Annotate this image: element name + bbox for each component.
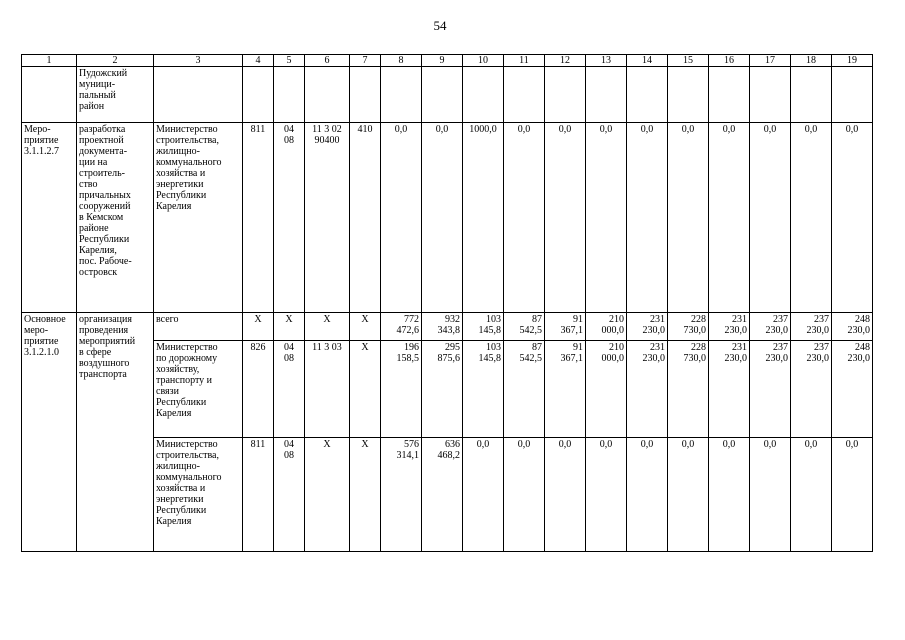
value-cell: 103 145,8 <box>463 341 504 438</box>
cell-empty <box>668 67 709 123</box>
cell-empty <box>545 67 586 123</box>
measure-description: организация проведения мероприятий в сфере воздушного транспорта <box>77 313 154 552</box>
district-name: Пудожский муници- пальный район <box>77 67 154 123</box>
target-code: X <box>305 438 350 552</box>
target-code: 11 3 02 90400 <box>305 123 350 313</box>
measure-code: Основное меро- приятие 3.1.2.1.0 <box>22 313 77 552</box>
cell-empty <box>422 67 463 123</box>
value-cell: 196 158,5 <box>381 341 422 438</box>
cell-empty <box>305 67 350 123</box>
header-cell: 8 <box>381 55 422 67</box>
table-row-measure-3-1-1-2-7 <box>22 123 873 313</box>
value-cell: 0,0 <box>832 438 873 552</box>
value-cell: 576 314,1 <box>381 438 422 552</box>
expense-type: X <box>350 313 381 341</box>
cell-empty <box>463 67 504 123</box>
section-code: 04 08 <box>274 341 305 438</box>
header-cell: 9 <box>422 55 463 67</box>
value-cell: 0,0 <box>750 123 791 313</box>
target-code: X <box>305 313 350 341</box>
value-cell: 103 145,8 <box>463 313 504 341</box>
target-code: 11 3 03 <box>305 341 350 438</box>
value-cell: 0,0 <box>627 123 668 313</box>
value-cell: 248 230,0 <box>832 313 873 341</box>
value-cell: 248 230,0 <box>832 341 873 438</box>
cell-empty <box>750 67 791 123</box>
value-cell: 295 875,6 <box>422 341 463 438</box>
grbs-code: 811 <box>243 123 274 313</box>
measure-description: разработка проектной документа- ции на строитель- ство причальных сооружений в Кемском районе Республики Карелия, пос. Рабоче- островск <box>77 123 154 313</box>
cell-empty <box>627 67 668 123</box>
header-cell: 15 <box>668 55 709 67</box>
cell-empty <box>243 67 274 123</box>
header-cell: 18 <box>791 55 832 67</box>
header-cell: 7 <box>350 55 381 67</box>
value-cell: 237 230,0 <box>750 341 791 438</box>
expense-type: X <box>350 341 381 438</box>
cell-empty <box>504 67 545 123</box>
header-cell: 16 <box>709 55 750 67</box>
header-cell: 10 <box>463 55 504 67</box>
value-cell: 0,0 <box>709 123 750 313</box>
value-cell: 0,0 <box>463 438 504 552</box>
header-cell: 13 <box>586 55 627 67</box>
value-cell: 87 542,5 <box>504 341 545 438</box>
value-cell: 0,0 <box>545 438 586 552</box>
cell-empty <box>586 67 627 123</box>
value-cell: 231 230,0 <box>709 341 750 438</box>
value-cell: 0,0 <box>586 123 627 313</box>
grbs-code: 811 <box>243 438 274 552</box>
grbs-code: 826 <box>243 341 274 438</box>
header-cell: 14 <box>627 55 668 67</box>
value-cell: 0,0 <box>750 438 791 552</box>
value-cell: 228 730,0 <box>668 313 709 341</box>
value-cell: 0,0 <box>586 438 627 552</box>
measure-code: Меро- приятие 3.1.1.2.7 <box>22 123 77 313</box>
cell-empty <box>381 67 422 123</box>
value-cell: 636 468,2 <box>422 438 463 552</box>
value-cell: 228 730,0 <box>668 341 709 438</box>
value-cell: 0,0 <box>668 438 709 552</box>
value-cell: 237 230,0 <box>791 341 832 438</box>
value-cell: 231 230,0 <box>709 313 750 341</box>
value-cell: 91 367,1 <box>545 313 586 341</box>
value-cell: 87 542,5 <box>504 313 545 341</box>
section-code: X <box>274 313 305 341</box>
grbs-code: X <box>243 313 274 341</box>
cell-empty <box>274 67 305 123</box>
executor: Министерство строительства, жилищно- коммунального хозяйства и энергетики Республики Карелия <box>154 438 243 552</box>
section-code: 04 08 <box>274 123 305 313</box>
value-cell: 0,0 <box>627 438 668 552</box>
value-cell: 0,0 <box>422 123 463 313</box>
value-cell: 237 230,0 <box>750 313 791 341</box>
value-cell: 0,0 <box>791 438 832 552</box>
executor: Министерство по дорожному хозяйству, транспорту и связи Республики Карелия <box>154 341 243 438</box>
table-row-pudozh <box>22 67 873 123</box>
value-cell: 237 230,0 <box>791 313 832 341</box>
value-cell: 1000,0 <box>463 123 504 313</box>
value-cell: 932 343,8 <box>422 313 463 341</box>
value-cell: 0,0 <box>668 123 709 313</box>
header-cell: 3 <box>154 55 243 67</box>
value-cell: 210 000,0 <box>586 341 627 438</box>
value-cell: 0,0 <box>791 123 832 313</box>
expense-type: 410 <box>350 123 381 313</box>
header-cell: 4 <box>243 55 274 67</box>
header-cell: 5 <box>274 55 305 67</box>
executor: Министерство строительства, жилищно- коммунального хозяйства и энергетики Республики Карелия <box>154 123 243 313</box>
table-row-measure-3-1-2-1-0-total <box>22 313 873 341</box>
header-cell: 11 <box>504 55 545 67</box>
value-cell: 0,0 <box>381 123 422 313</box>
value-cell: 231 230,0 <box>627 341 668 438</box>
page-number: 54 <box>433 18 447 33</box>
section-code: 04 08 <box>274 438 305 552</box>
value-cell: 210 000,0 <box>586 313 627 341</box>
cell-empty <box>22 67 77 123</box>
value-cell: 0,0 <box>545 123 586 313</box>
value-cell: 0,0 <box>709 438 750 552</box>
executor: всего <box>154 313 243 341</box>
value-cell: 772 472,6 <box>381 313 422 341</box>
cell-empty <box>832 67 873 123</box>
header-cell: 12 <box>545 55 586 67</box>
cell-empty <box>709 67 750 123</box>
value-cell: 0,0 <box>832 123 873 313</box>
value-cell: 231 230,0 <box>627 313 668 341</box>
header-row <box>22 55 873 67</box>
header-cell: 2 <box>77 55 154 67</box>
header-cell: 6 <box>305 55 350 67</box>
cell-empty <box>791 67 832 123</box>
header-cell: 19 <box>832 55 873 67</box>
cell-empty <box>154 67 243 123</box>
value-cell: 0,0 <box>504 438 545 552</box>
header-cell: 1 <box>22 55 77 67</box>
value-cell: 0,0 <box>504 123 545 313</box>
budget-table <box>21 54 873 552</box>
header-cell: 17 <box>750 55 791 67</box>
expense-type: X <box>350 438 381 552</box>
cell-empty <box>350 67 381 123</box>
value-cell: 91 367,1 <box>545 341 586 438</box>
